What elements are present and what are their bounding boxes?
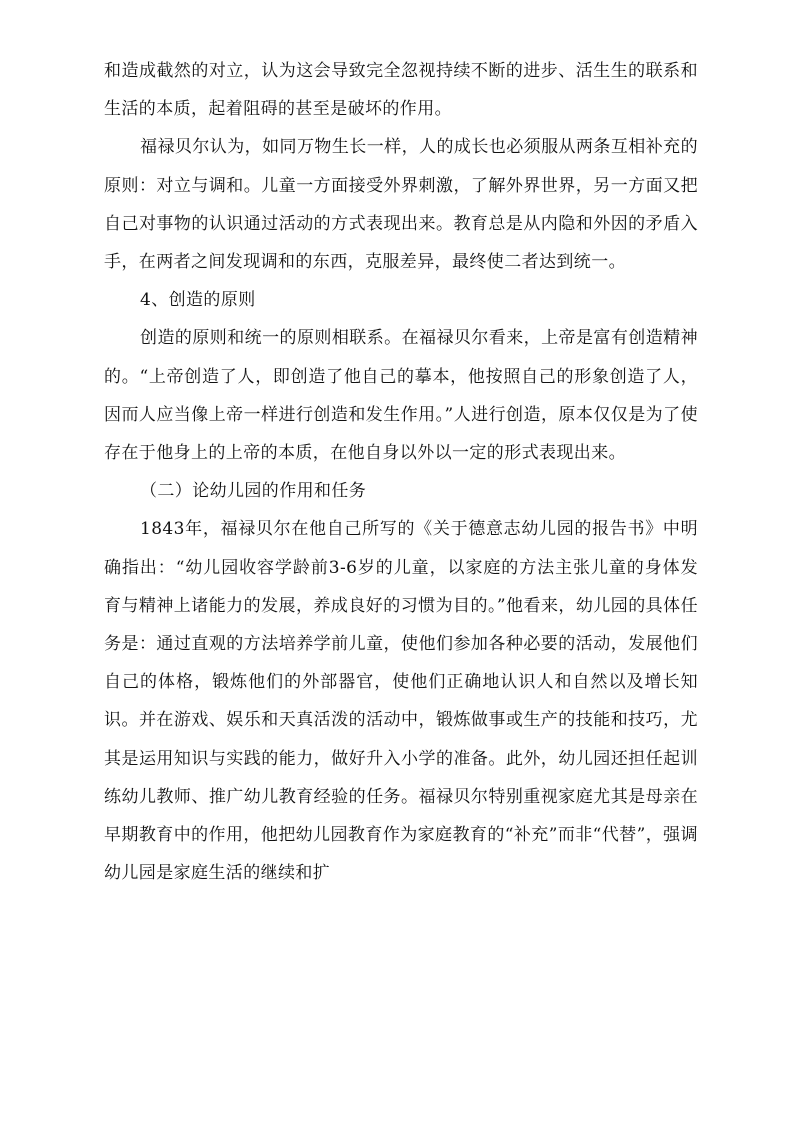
body-text bbox=[104, 52, 698, 892]
paragraph-opposition-harmony: 福禄贝尔认为，如同万物生长一样，人的成长也必须服从两条互相补充的原则：对立与调和。儿童一方面接受外界刺激，了解外界世界，另一方面又把自己对事物的认识通过活动的方式表现出来。教育总是从内隐和外因的矛盾入手，在两者之间发现调和的东西，克服差异，最终使二者达到统一。 bbox=[104, 137, 698, 273]
paragraph-creation-principle: 创造的原则和统一的原则相联系。在福禄贝尔看来，上帝是富有创造精神的。“上帝创造了人，即创造了他自己的摹本，他按照自己的形象创造了人，因而人应当像上帝一样进行创造和发生作用。”人进行创造，原本仅仅是为了使存在于他身上的上帝的本质，在他自身以外以一定的形式表现出来。 bbox=[104, 328, 698, 464]
paragraph-kindergarten-tasks: 1843年，福禄贝尔在他自己所写的《关于德意志幼儿园的报告书》中明确指出：“幼儿园收容学龄前3-6岁的儿童，以家庭的方法主张儿童的身体发育与精神上诸能力的发展，养成良好的习惯为目的。”他看来，幼儿园的具体任务是：通过直观的方法培养学前儿童，使他们参加各种必要的活动，发展他们自己的体格，锻炼他们的外部器官，使他们正确地认识人和自然以及增长知识。并在游戏、娱乐和天真活泼的活动中，锻炼做事或生产的技能和技巧，尤其是运用知识与实践的能力，做好升入小学的准备。此外，幼儿园还担任起训练幼儿教师、推广幼儿教育经验的任务。福禄贝尔特别重视家庭尤其是母亲在早期教育中的作用，他把幼儿园教育作为家庭教育的“补充”而非“代替”，强调幼儿园是家庭生活的继续和扩 bbox=[104, 519, 698, 884]
paragraph-continuation: 和造成截然的对立，认为这会导致完全忽视持续不断的进步、活生生的联系和生活的本质，起着阻碍的甚至是破坏的作用。 bbox=[104, 61, 698, 120]
heading-kindergarten-role: （二）论幼儿园的作用和任务 bbox=[140, 481, 367, 502]
heading-creation-principle: 4、创造的原则 bbox=[140, 290, 256, 311]
